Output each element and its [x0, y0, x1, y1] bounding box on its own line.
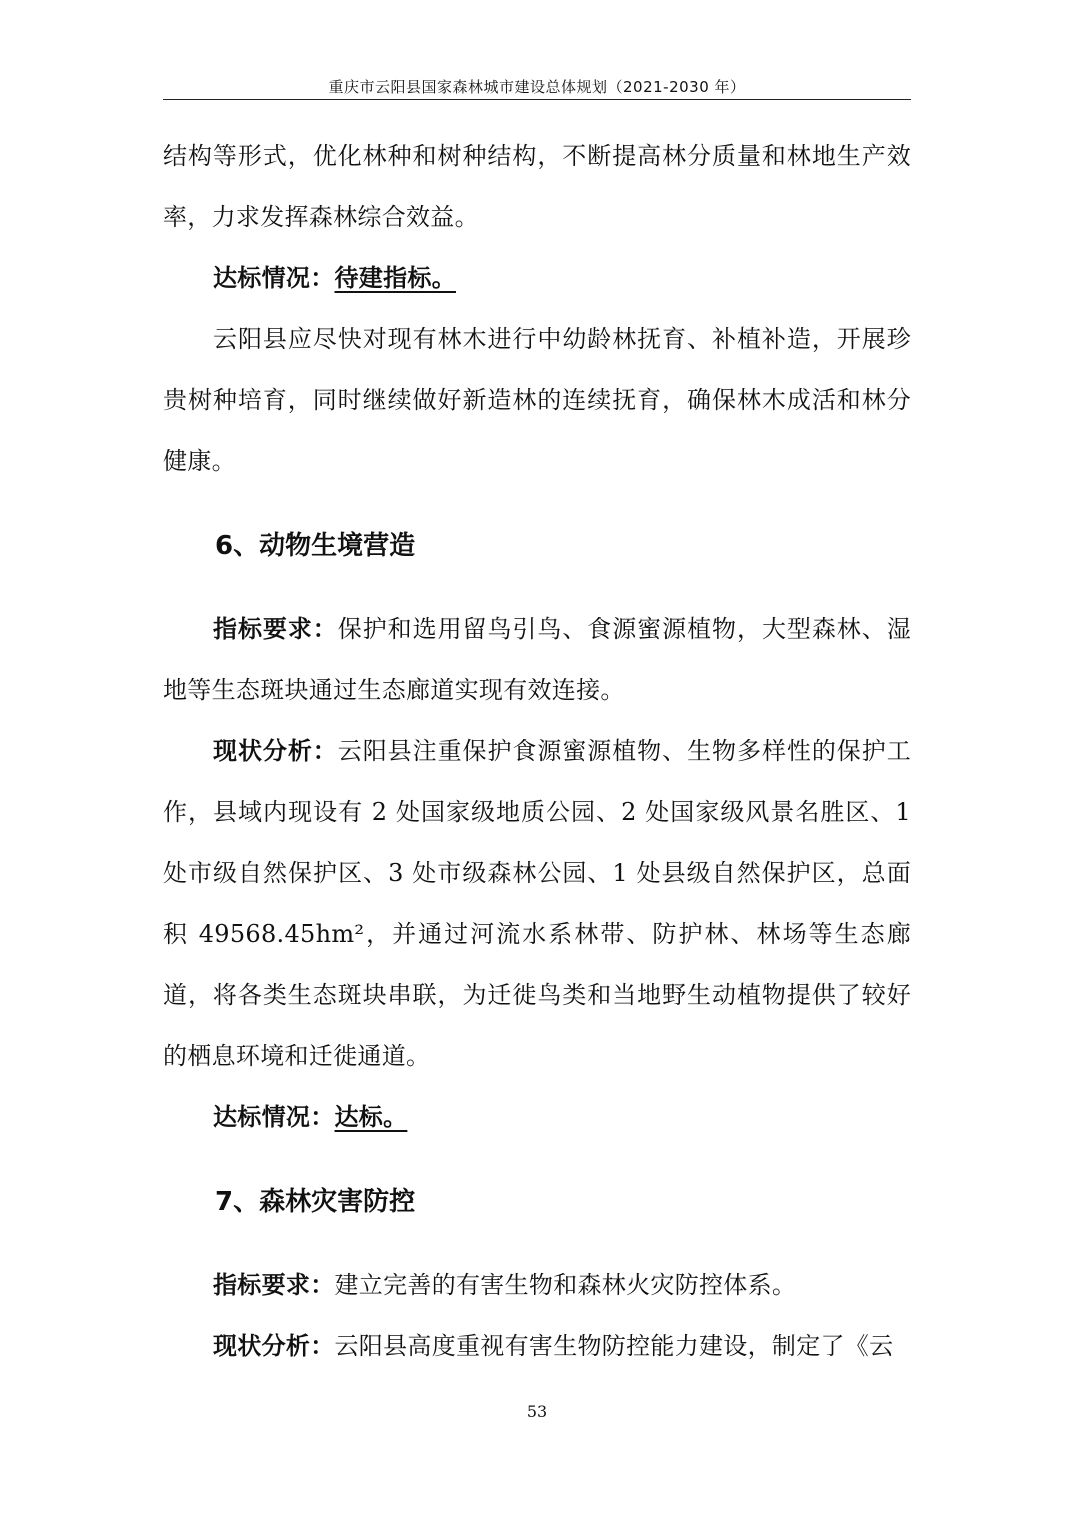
analysis-label: 现状分析： [213, 737, 338, 765]
requirement-text: 建立完善的有害生物和森林火灾防控体系。 [334, 1271, 797, 1299]
requirement-text: 保护和选用留鸟引鸟、食源蜜源植物，大型森林、湿地等生态斑块通过生态廊道实现有效连接。 [163, 615, 911, 704]
document-body [163, 126, 911, 1377]
paragraph-continuation: 结构等形式，优化林种和树种结构，不断提高林分质量和林地生产效率，力求发挥森林综合效益。 [163, 142, 911, 231]
analysis-paragraph-7 [163, 1316, 911, 1377]
requirement-paragraph-7 [163, 1255, 911, 1316]
requirement-paragraph-6 [163, 599, 911, 721]
status-line-6 [163, 1087, 911, 1148]
analysis-label: 现状分析： [213, 1332, 335, 1360]
page-number: 53 [526, 1402, 548, 1421]
status-label: 达标情况： [213, 264, 335, 292]
analysis-paragraph-6 [163, 721, 911, 1087]
section-title-7: 7、森林灾害防控 [215, 1187, 416, 1217]
status-line [163, 248, 911, 309]
analysis-text: 云阳县高度重视有害生物防控能力建设，制定了《云 [334, 1332, 894, 1360]
analysis-text: 云阳县注重保护食源蜜源植物、生物多样性的保护工作，县域内现设有 2 处国家级地质公园、2 处国家级风景名胜区、1 处市级自然保护区、3 处市级森林公园、1 处县级自然保护区，总面积 49568.45hm²，并通过河流水系林带、防护林、林场等生态廊道，将各类生态斑块串联，为迁徙鸟类和当地野生动植物提供了较好的栖息环境和迁徙通道。 [163, 737, 911, 1070]
status-value: 达标。 [334, 1103, 408, 1131]
requirement-label: 指标要求： [213, 1271, 335, 1299]
requirement-label: 指标要求： [213, 615, 338, 643]
section-title-6: 6、动物生境营造 [215, 531, 416, 561]
page-header-title: 重庆市云阳县国家森林城市建设总体规划（2021-2030 年） [328, 78, 746, 96]
status-value: 待建指标。 [334, 264, 456, 292]
header-divider [163, 99, 911, 100]
paragraph-recommendation: 云阳县应尽快对现有林木进行中幼龄林抚育、补植补造，开展珍贵树种培育，同时继续做好新造林的连续抚育，确保林木成活和林分健康。 [163, 325, 911, 475]
status-label: 达标情况： [213, 1103, 335, 1131]
